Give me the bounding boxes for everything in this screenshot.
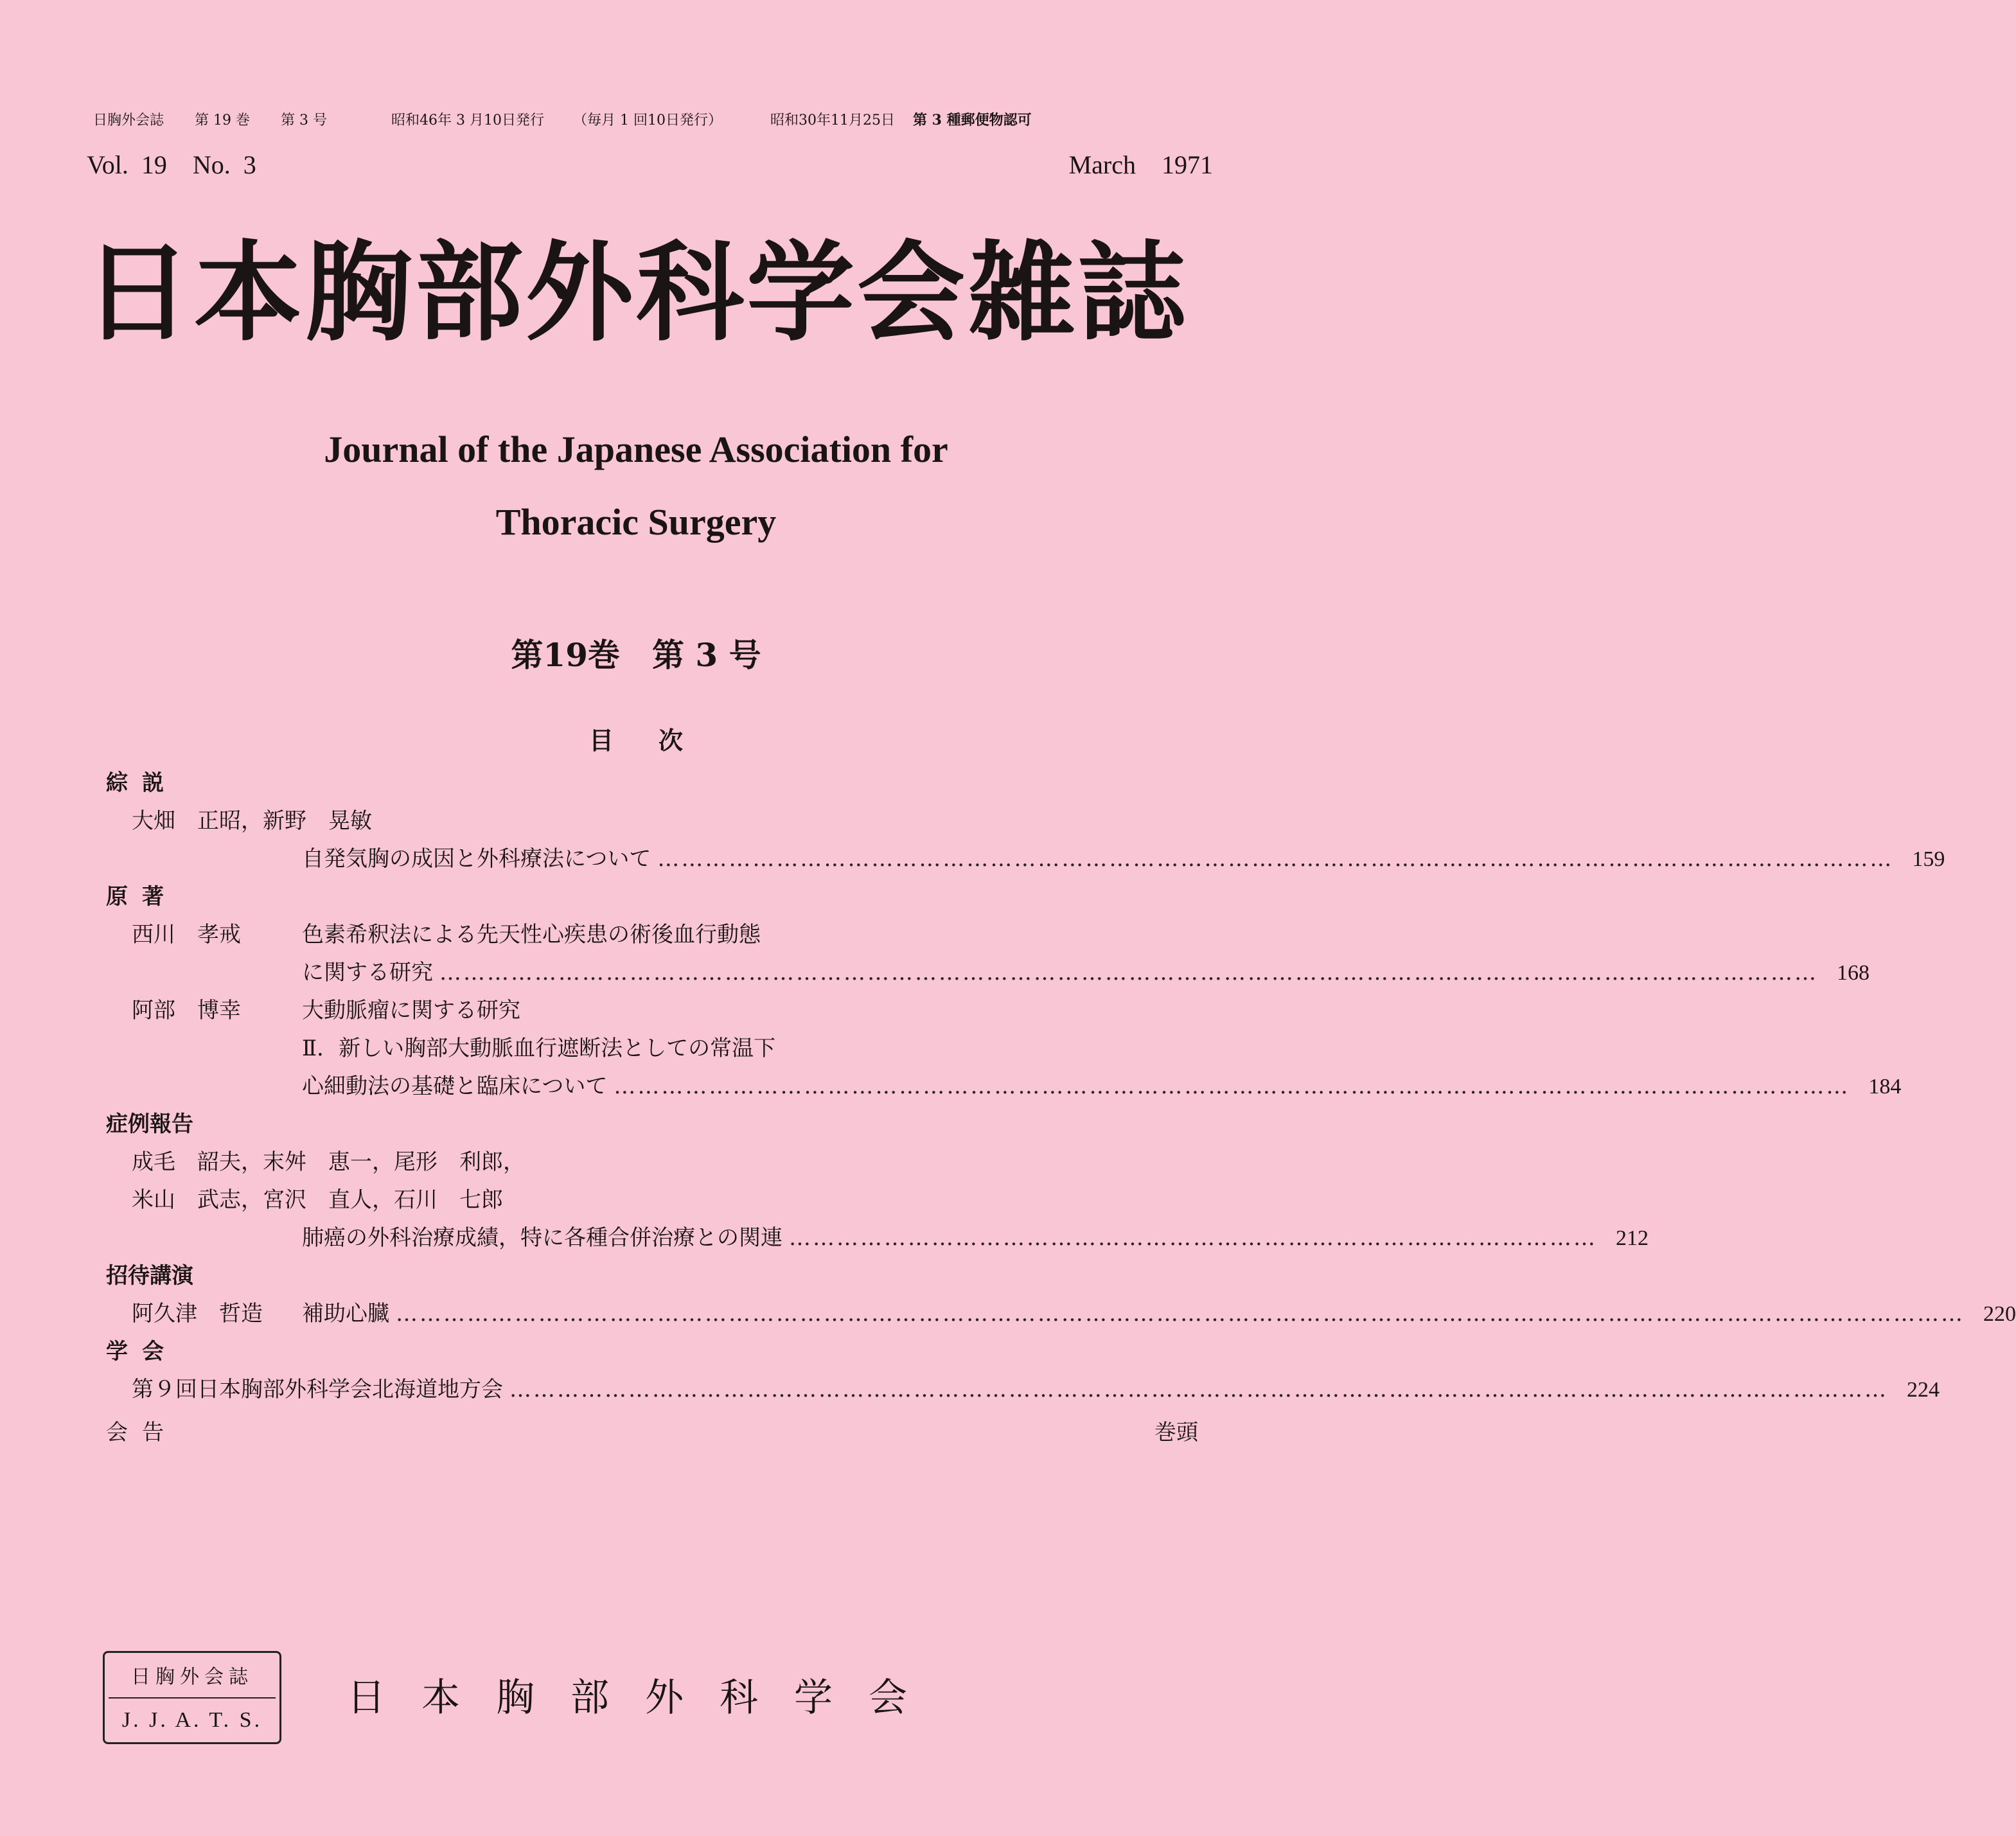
toc-entry-notice[interactable]	[106, 1414, 1198, 1452]
leader-dots: …………………………………………………………………………………………………………………………………………	[614, 1073, 1850, 1099]
toc-entry[interactable]	[106, 1219, 1649, 1257]
masthead-volume: 第 19 巻	[195, 112, 250, 128]
publisher-name: 日本胸部外科学会	[347, 1675, 943, 1720]
entry-page: 159	[1912, 847, 1945, 871]
toc-entry[interactable]	[106, 954, 1870, 992]
toc-entry[interactable]	[106, 1295, 2016, 1333]
toc-author-row	[106, 1181, 1198, 1219]
entry-title: 肺癌の外科治療成績，特に各種合併治療との関連	[302, 1225, 783, 1251]
entry-page: 224	[1907, 1378, 1940, 1402]
toc-heading: 目次	[588, 726, 728, 755]
entry-author: 成毛 韶夫，末舛 恵一，尾形 利郎，	[132, 1149, 525, 1175]
leader-dots: …………………………………………………………………………………………	[789, 1225, 1597, 1251]
masthead-number: 第 3 号	[281, 112, 327, 128]
section-heading-notice: 会告	[106, 1420, 178, 1445]
entry-author: 阿久津 哲造	[132, 1301, 263, 1327]
toc-entry[interactable]	[106, 1371, 1940, 1409]
entry-page: 巻頭	[1154, 1421, 1198, 1445]
entry-title: 大動脈瘤に関する研究	[302, 998, 520, 1023]
section-heading-case: 症例報告	[106, 1111, 193, 1137]
entry-title: 自発気胸の成因と外科療法について	[302, 846, 651, 872]
entry-title: 第９回日本胸部外科学会北海道地方会	[132, 1377, 503, 1402]
table-of-contents	[106, 764, 2016, 1452]
issue-label: 第19巻 第 3 号	[511, 636, 761, 674]
masthead-permit: 第 3 種郵便物認可	[912, 111, 1032, 128]
journal-title-en-line2: Thoracic Surgery	[495, 501, 777, 543]
masthead-publish-date: 昭和46年 3 月10日発行	[391, 112, 544, 128]
entry-page: 184	[1868, 1075, 1902, 1099]
seal-abbr-jp: 日胸外会誌	[109, 1653, 276, 1699]
volume-number: Vol. 19 No. 3	[87, 150, 256, 179]
entry-author: 大畑 正昭，新野 晃敏	[132, 808, 372, 834]
entry-author: 阿部 博幸	[132, 998, 241, 1023]
entry-title-cont: 心細動法の基礎と臨床について	[302, 1073, 608, 1099]
entry-title: 色素希釈法による先天性心疾患の術後血行動態	[302, 922, 761, 948]
seal-abbr-en: J. J. A. T. S.	[121, 1708, 263, 1732]
toc-author-row	[106, 1143, 1198, 1181]
masthead-journal-abbr: 日胸外会誌	[93, 112, 164, 128]
entry-title: 補助心臓	[302, 1301, 389, 1327]
masthead-info-line	[93, 106, 1213, 132]
toc-author-row	[106, 992, 1198, 1030]
leader-dots: …………………………………………………………………………………………………………………………………………	[657, 846, 1894, 872]
toc-subtitle-row	[106, 1030, 1198, 1068]
toc-entry[interactable]	[106, 1068, 1902, 1106]
journal-seal	[103, 1651, 281, 1744]
section-heading-society: 学会	[106, 1339, 178, 1364]
journal-title-en-line1: Journal of the Japanese Association for	[324, 428, 948, 470]
entry-page: 212	[1616, 1226, 1649, 1250]
leader-dots: ………………………………………………………………………………………………………………………………………………………………………………	[396, 1301, 1965, 1327]
leader-dots: …………………………………………………………………………………………………………………………………………………………	[439, 960, 1818, 985]
masthead-frequency: （毎月 1 回10日発行）	[572, 112, 722, 128]
entry-subtitle: Ⅱ．新しい胸部大動脈血行遮断法としての常温下	[302, 1036, 776, 1061]
journal-title-jp: 日本胸部外科学会雑誌	[84, 229, 1189, 356]
leader-dots: …………………………………………………………………………………………………………………………………………………………	[509, 1377, 1888, 1402]
toc-author-row	[106, 802, 1198, 840]
masthead-permit-date: 昭和30年11月25日	[770, 112, 895, 128]
entry-author: 米山 武志，宮沢 直人，石川 七郎	[132, 1187, 503, 1213]
toc-entry[interactable]	[106, 840, 1945, 878]
section-heading-lecture: 招待講演	[106, 1263, 193, 1289]
entry-title-cont: に関する研究	[302, 960, 433, 985]
entry-page: 168	[1837, 961, 1870, 985]
entry-page: 220	[1983, 1302, 2016, 1326]
issue-date: March 1971	[1068, 150, 1213, 179]
section-heading-original: 原著	[106, 884, 178, 910]
entry-author: 西川 孝戒	[132, 922, 241, 948]
volume-line	[87, 146, 1213, 182]
toc-author-row	[106, 916, 1198, 954]
section-heading-review: 綜説	[106, 770, 178, 796]
